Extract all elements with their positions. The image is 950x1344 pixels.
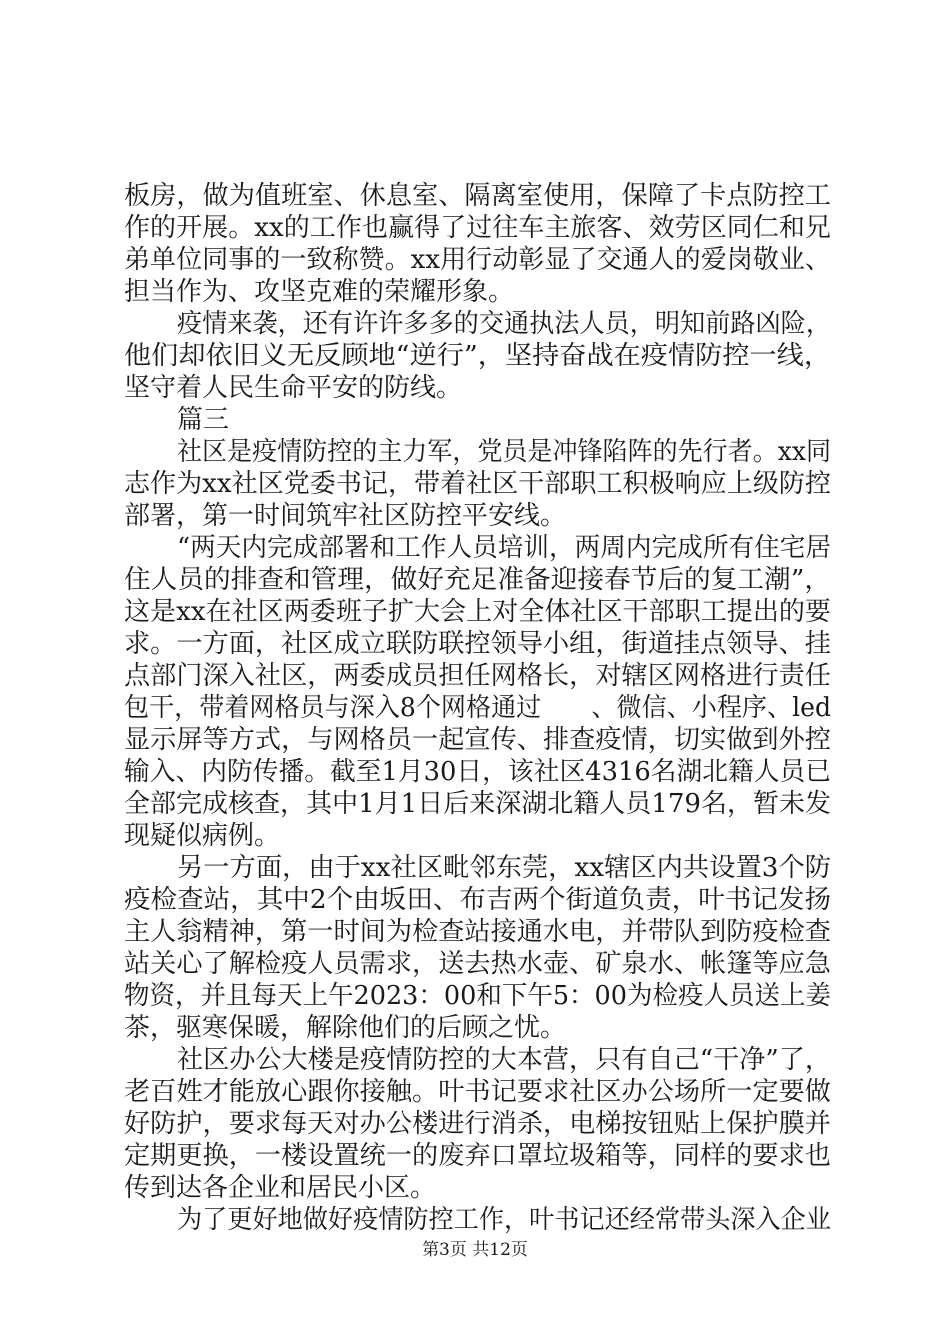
- text-line: 另一方面，由于xx社区毗邻东莞，xx辖区内共设置3个防: [177, 853, 831, 883]
- text-line: 物资，并且每天上午2023：00和下午5：00为检疫人员送上姜: [124, 981, 831, 1011]
- text-line: 疫情来袭，还有许许多多的交通执法人员，明知前路凶险，: [177, 309, 831, 339]
- text-line: 输入、内防传播。截至1月30日，该社区4316名湖北籍人员已: [124, 757, 831, 787]
- text-line: 坚守着人民生命平安的防线。: [124, 373, 463, 403]
- text-line: 担当作为、攻坚克难的荣耀形象。: [124, 277, 515, 307]
- text-line: 志作为xx社区党委书记，带着社区干部职工积极响应上级防控: [124, 469, 831, 499]
- text-line: 包干，带着网格员与深入8个网格通过 、微信、小程序、led: [124, 693, 831, 723]
- text-line: 好防护，要求每天对办公楼进行消杀，电梯按钮贴上保护膜并: [124, 1109, 831, 1139]
- text-line: 社区办公大楼是疫情防控的大本营，只有自己“干净”了，: [177, 1045, 831, 1075]
- section-heading: 篇三: [177, 405, 230, 435]
- page-footer: 第3页 共12页: [422, 1240, 528, 1260]
- text-line: “两天内完成部署和工作人员培训，两周内完成所有住宅居: [177, 533, 831, 563]
- text-line: 点部门深入社区，两委成员担任网格长，对辖区网格进行责任: [124, 661, 831, 691]
- text-line: 现疑似病例。: [124, 821, 281, 851]
- text-line: 疫检查站，其中2个由坂田、布吉两个街道负责，叶书记发扬: [124, 885, 831, 915]
- text-line: 弟单位同事的一致称赞。xx用行动彰显了交通人的爱岗敬业、: [124, 245, 831, 275]
- text-line: 他们却依旧义无反顾地“逆行”，坚持奋战在疫情防控一线，: [124, 341, 832, 371]
- text-line: 显示屏等方式，与网格员一起宣传、排查疫情，切实做到外控: [124, 725, 831, 755]
- text-line: 茶，驱寒保暖，解除他们的后顾之忧。: [124, 1013, 567, 1043]
- text-line: 部署，第一时间筑牢社区防控平安线。: [124, 501, 567, 531]
- text-line: 板房，做为值班室、休息室、隔离室使用，保障了卡点防控工: [124, 181, 831, 211]
- text-line: 老百姓才能放心跟你接触。叶书记要求社区办公场所一定要做: [124, 1077, 831, 1107]
- text-line: 全部完成核查，其中1月1日后来深湖北籍人员179名，暂未发: [124, 789, 831, 819]
- text-line: 站关心了解检疫人员需求，送去热水壶、矿泉水、帐篷等应急: [124, 949, 831, 979]
- text-line: 社区是疫情防控的主力军，党员是冲锋陷阵的先行者。xx同: [177, 437, 831, 467]
- text-line: 为了更好地做好疫情防控工作，叶书记还经常带头深入企业: [177, 1205, 831, 1235]
- text-line: 作的开展。xx的工作也赢得了过往车主旅客、效劳区同仁和兄: [124, 213, 831, 243]
- text-line: 主人翁精神，第一时间为检查站接通水电，并带队到防疫检查: [124, 917, 831, 947]
- text-line: 定期更换，一楼设置统一的废弃口罩垃圾箱等，同样的要求也: [124, 1141, 831, 1171]
- text-line: 传到达各企业和居民小区。: [124, 1173, 437, 1203]
- text-line: 这是xx在社区两委班子扩大会上对全体社区干部职工提出的要: [124, 597, 831, 627]
- text-line: 求。一方面，社区成立联防联控领导小组，街道挂点领导、挂: [124, 629, 831, 659]
- text-line: 住人员的排查和管理，做好充足准备迎接春节后的复工潮”，: [124, 565, 832, 595]
